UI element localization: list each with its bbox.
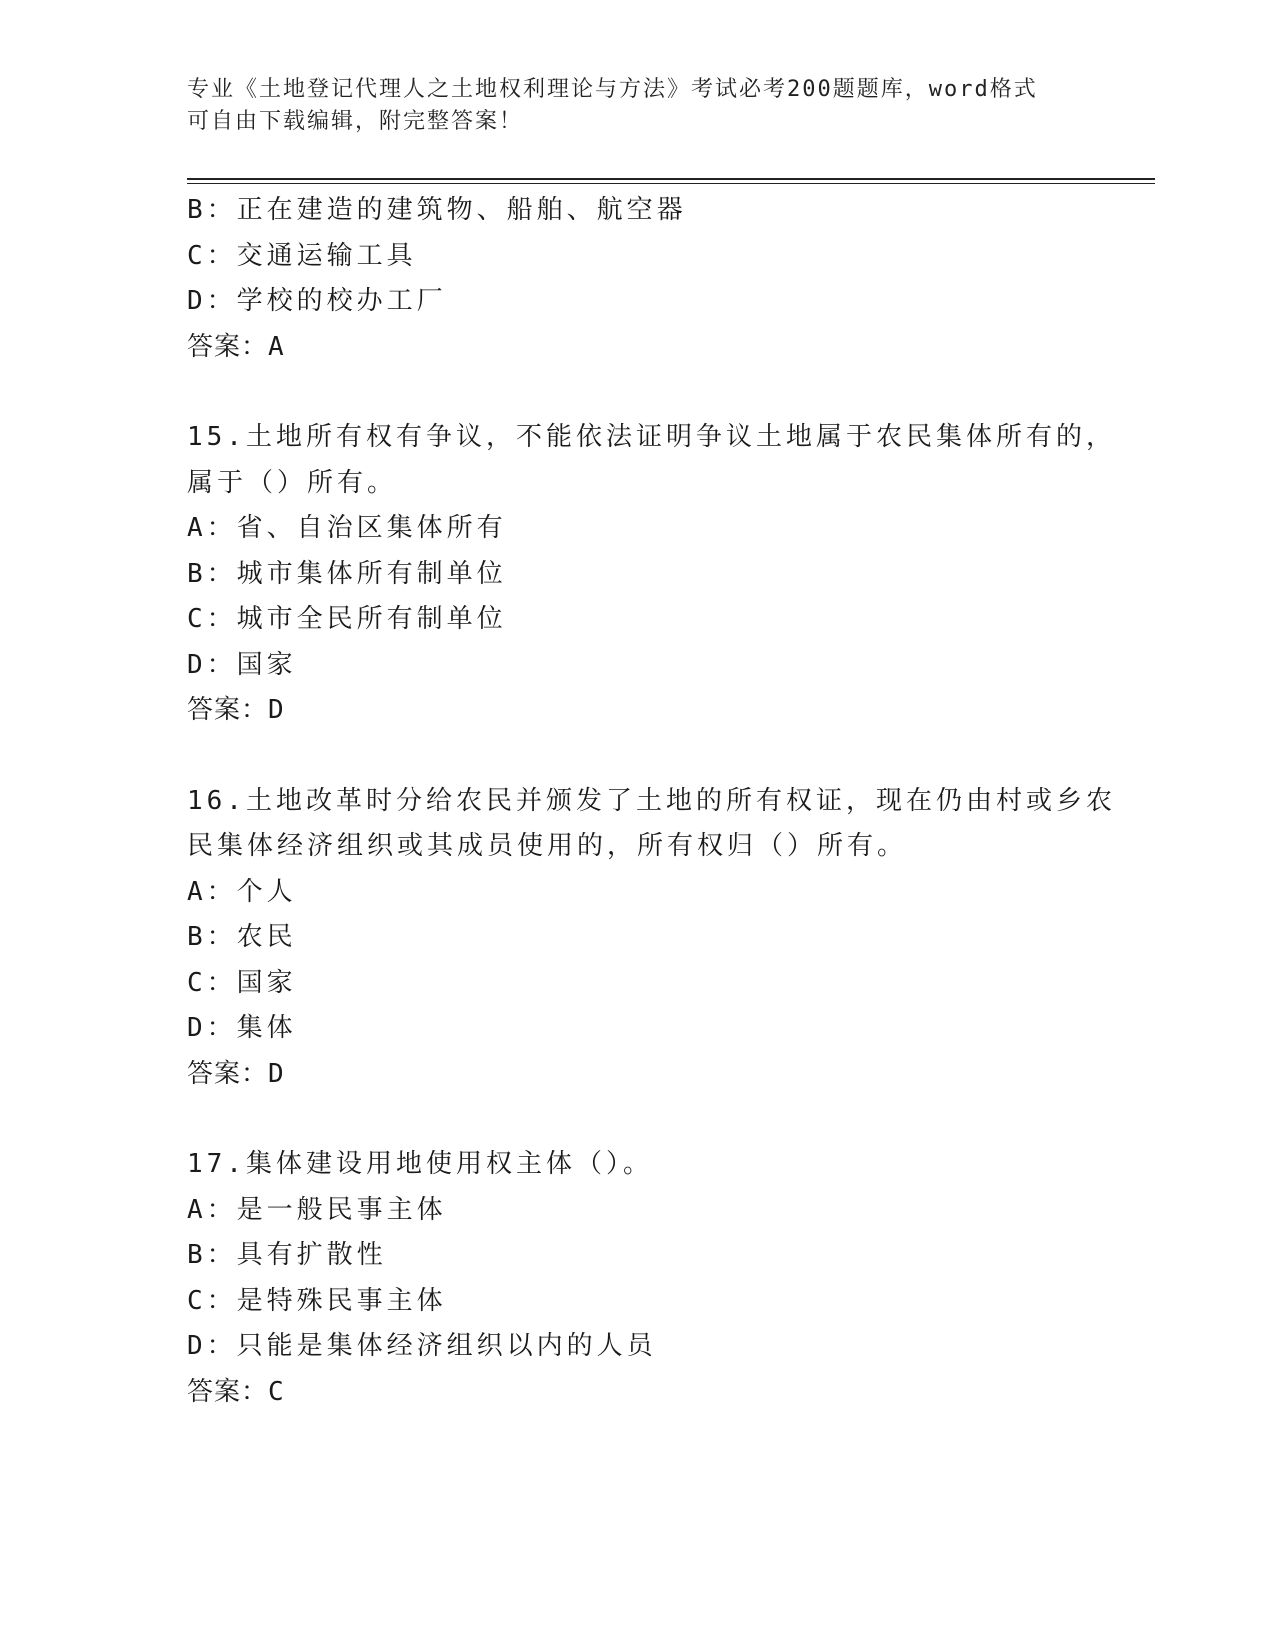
option-a: A：个人 bbox=[187, 876, 297, 907]
question-15 bbox=[187, 415, 1116, 734]
answer-value: A bbox=[268, 331, 285, 362]
option-c: C：国家 bbox=[187, 967, 297, 998]
option-c: C：是特殊民事主体 bbox=[187, 1285, 447, 1316]
option-d: D：只能是集体经济组织以内的人员 bbox=[187, 1331, 657, 1361]
option-d: D：集体 bbox=[187, 1013, 297, 1043]
question-stem-line-1: 16.土地改革时分给农民并颁发了土地的所有权证，现在仍由村或乡农 bbox=[187, 785, 1116, 816]
question-stem-line-2: 属于（）所有。 bbox=[187, 467, 398, 498]
answer-label: 答案： bbox=[187, 1376, 269, 1407]
header-line-2: 可自由下载编辑，附完整答案！ bbox=[187, 109, 524, 134]
option-c: C：城市全民所有制单位 bbox=[187, 604, 507, 634]
option-d: D：国家 bbox=[187, 649, 297, 680]
answer-line bbox=[187, 1370, 1087, 1416]
option-b: B：农民 bbox=[187, 922, 297, 952]
answer-line bbox=[187, 688, 1087, 734]
answer-value: C bbox=[268, 1376, 285, 1407]
answer-line bbox=[187, 1052, 1087, 1098]
header-line-1: 专业《土地登记代理人之土地权利理论与方法》考试必考200题题库，word格式 bbox=[187, 77, 1038, 102]
answer-label: 答案： bbox=[187, 331, 269, 362]
option-c: C：交通运输工具 bbox=[187, 240, 417, 271]
option-d: D：学校的校办工厂 bbox=[187, 286, 447, 316]
question-16 bbox=[187, 779, 1116, 1098]
header-divider-thick bbox=[187, 178, 1155, 180]
option-a: A：是一般民事主体 bbox=[187, 1194, 447, 1225]
header-divider-thin bbox=[187, 183, 1155, 184]
answer-value: D bbox=[268, 695, 285, 725]
option-b: B：正在建造的建筑物、船舶、航空器 bbox=[187, 195, 687, 225]
question-stem-line-1: 15.土地所有权有争议，不能依法证明争议土地属于农民集体所有的， bbox=[187, 422, 1116, 452]
answer-line bbox=[187, 325, 1087, 371]
question-stem-line-2: 民集体经济组织或其成员使用的，所有权归（）所有。 bbox=[187, 831, 908, 861]
question-17 bbox=[187, 1142, 1087, 1415]
question-14-tail bbox=[187, 188, 1087, 370]
question-content bbox=[187, 188, 1116, 1415]
option-a: A：省、自治区集体所有 bbox=[187, 513, 507, 543]
option-b: B：城市集体所有制单位 bbox=[187, 558, 507, 589]
answer-label: 答案： bbox=[187, 1058, 269, 1089]
question-stem-line-1: 17.集体建设用地使用权主体（）。 bbox=[187, 1149, 653, 1179]
answer-value: D bbox=[268, 1058, 285, 1089]
option-b: B：具有扩散性 bbox=[187, 1240, 387, 1270]
document-header bbox=[187, 74, 1067, 138]
answer-label: 答案： bbox=[187, 695, 269, 725]
